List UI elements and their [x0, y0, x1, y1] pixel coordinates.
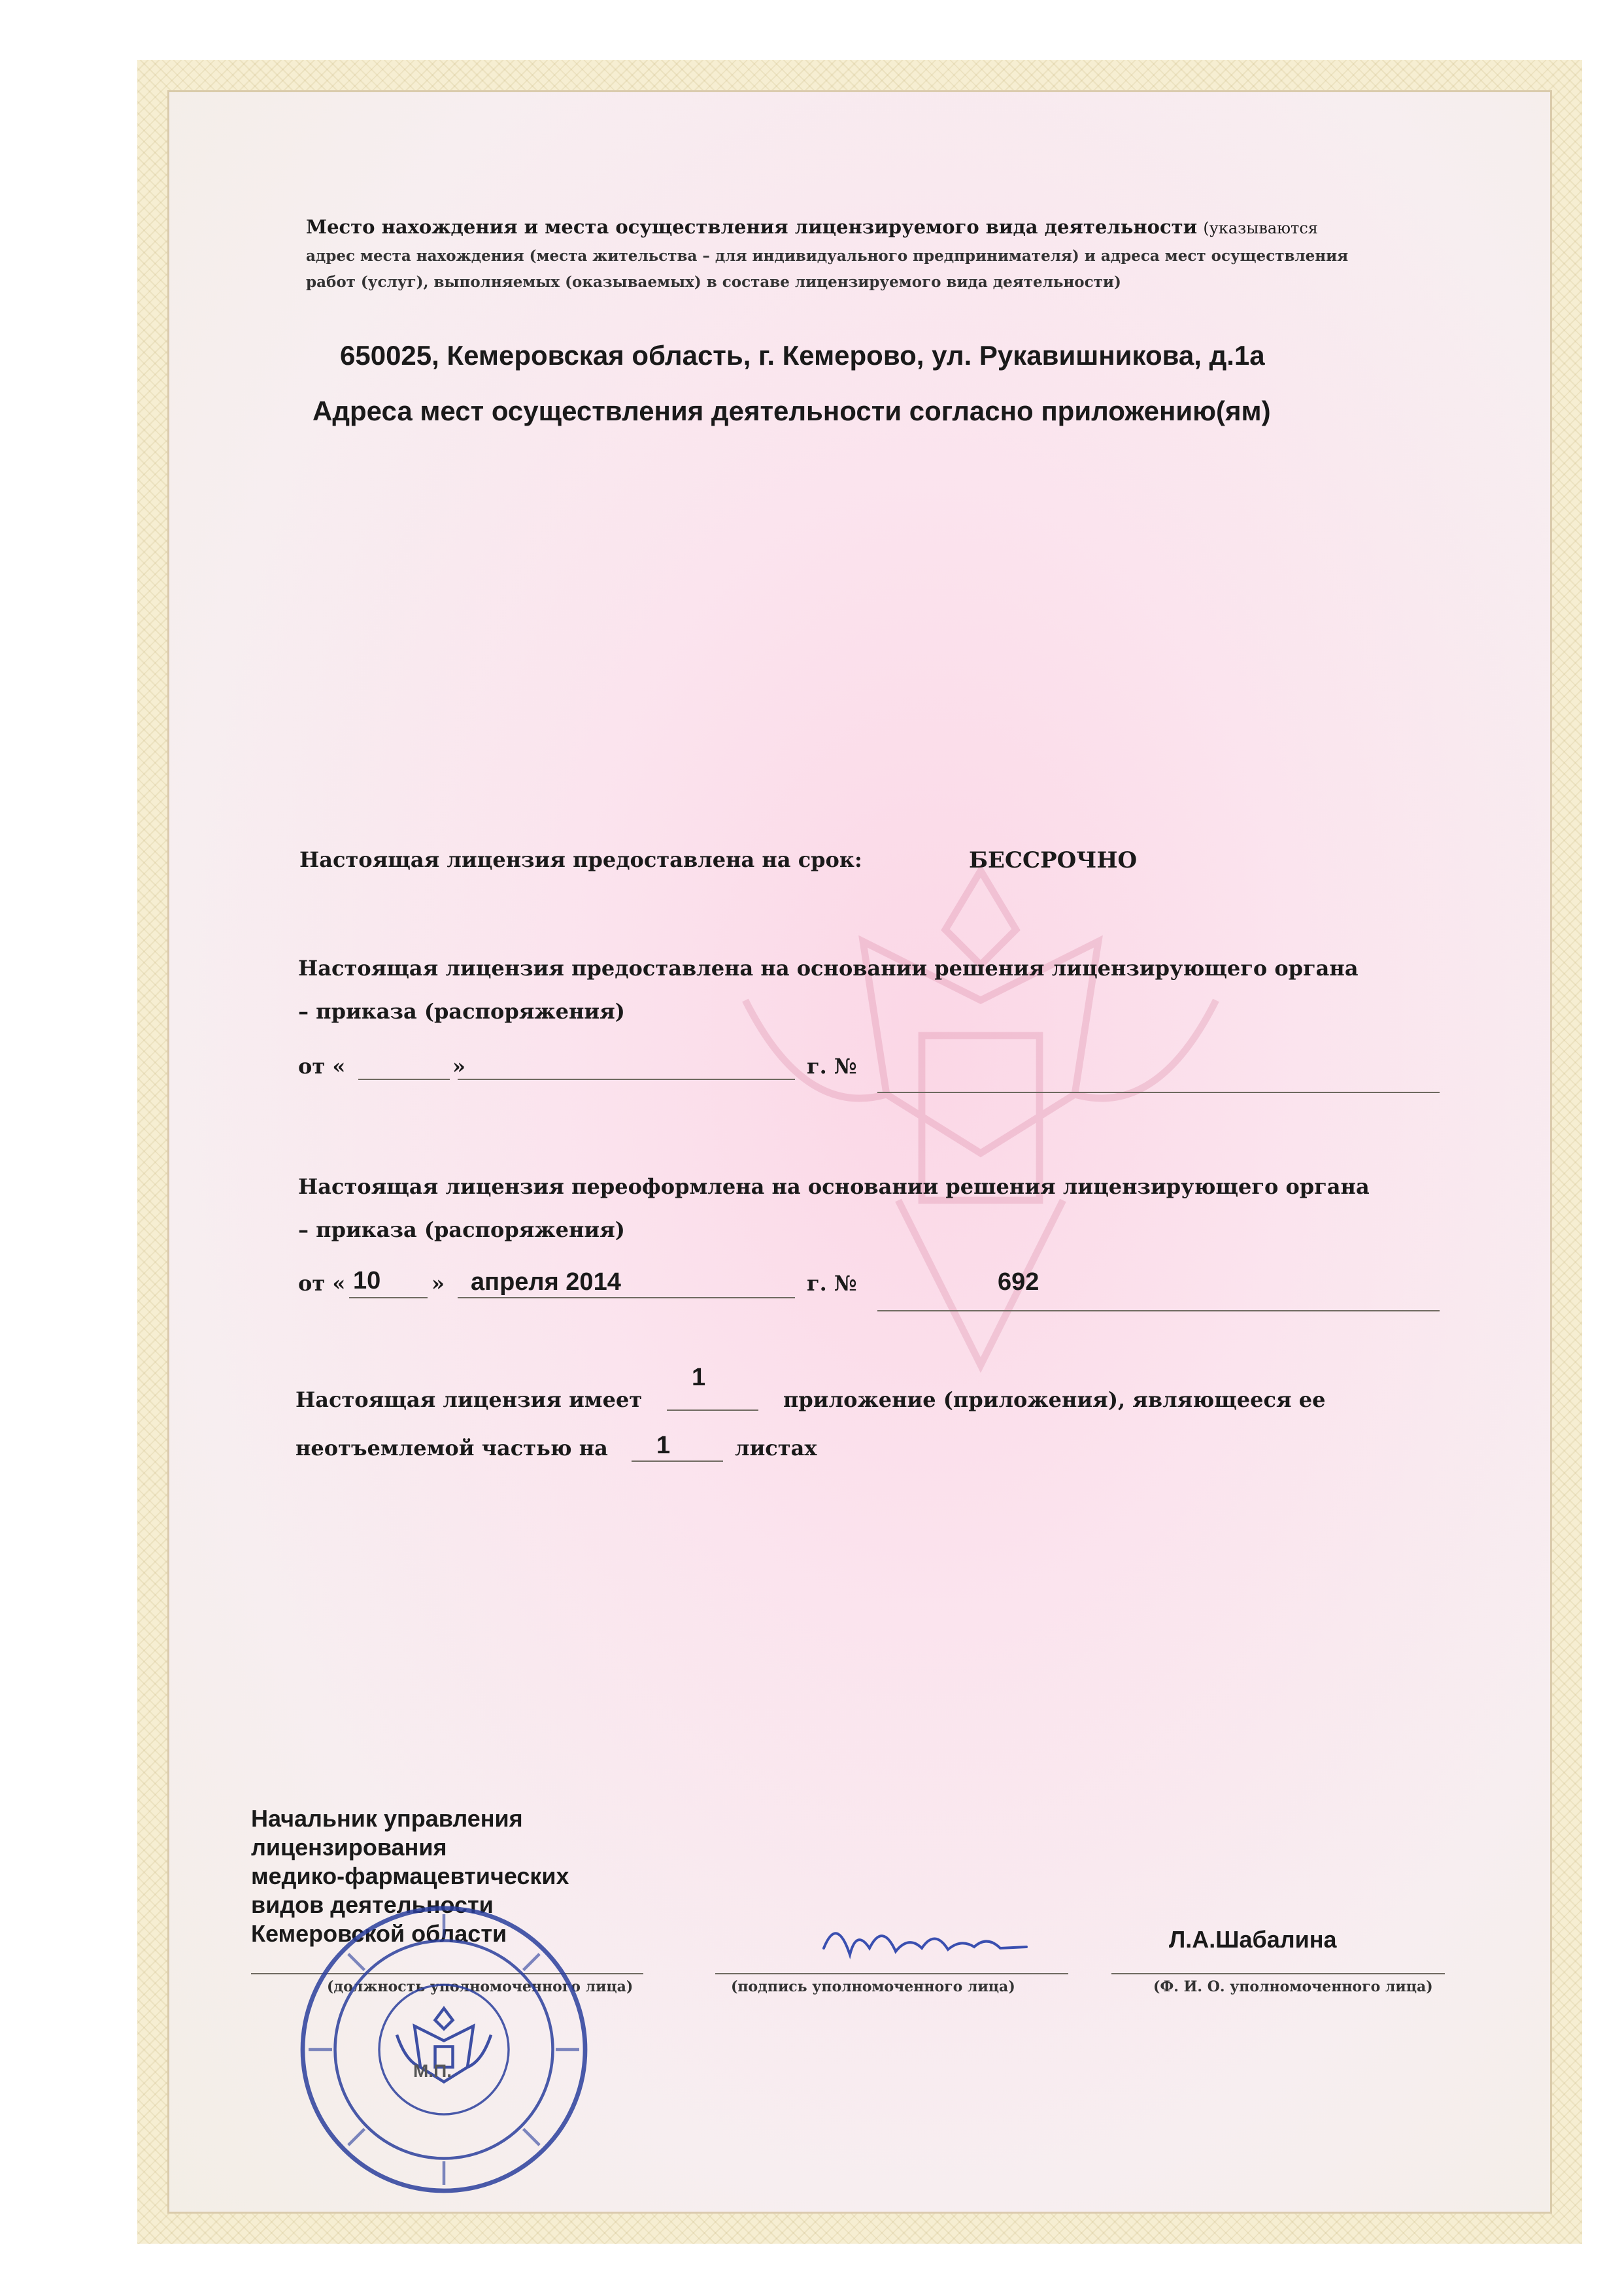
- coat-of-arms-watermark-icon: [686, 824, 1275, 1412]
- reissued-month-line: [458, 1297, 795, 1298]
- signatory-title-line: видов деятельности: [251, 1891, 494, 1918]
- name-caption: (Ф. И. О. уполномоченного лица): [1153, 1978, 1433, 1995]
- reissued-line-1: Настоящая лицензия переоформлена на основании решения лицензирующего органа: [298, 1174, 1370, 1199]
- position-caption: (должность уполномоченного лица): [327, 1978, 634, 1995]
- appendix-line-1-suffix: приложение (приложения), являющееся ее: [783, 1387, 1326, 1412]
- reissued-line-2: – приказа (распоряжения): [298, 1217, 625, 1242]
- reissued-date-prefix: от «: [298, 1271, 346, 1296]
- granted-number-line: [877, 1092, 1440, 1093]
- header-line-1: [306, 216, 1318, 238]
- reissued-number: 692: [998, 1268, 1039, 1296]
- term-value: БЕССРОЧНО: [969, 847, 1138, 873]
- signatory-title-line: медико-фармацевтических: [251, 1863, 569, 1889]
- handwritten-signature-icon: [811, 1909, 1046, 1987]
- header-line-2: адрес места нахождения (места жительства – для индивидуального предпринимателя) и адреса мест осуществления: [306, 247, 1349, 265]
- granted-date-suffix: »: [452, 1054, 465, 1079]
- activity-places: Адреса мест осуществления деятельности согласно приложению(ям): [313, 396, 1271, 426]
- granted-month-line: [458, 1079, 795, 1080]
- name-line: [1111, 1973, 1445, 1974]
- appendix-line-2-prefix: неотъемлемой частью на: [296, 1436, 608, 1460]
- reissued-day-line: [349, 1297, 428, 1298]
- reissued-number-label: г. №: [807, 1271, 857, 1296]
- granted-number-label: г. №: [807, 1054, 857, 1079]
- granted-line-2: – приказа (распоряжения): [298, 999, 625, 1024]
- appendix-line-1-prefix: Настоящая лицензия имеет: [296, 1387, 643, 1412]
- header-note-text: (указываются: [1203, 219, 1318, 237]
- signatory-name: Л.А.Шабалина: [1169, 1926, 1337, 1953]
- appendix-count-line: [667, 1410, 758, 1411]
- seal-mark: М.П.: [413, 2061, 452, 2081]
- granted-day-line: [358, 1079, 450, 1080]
- header-line-3: работ (услуг), выполняемых (оказываемых) в составе лицензируемого вида деятельности): [306, 273, 1121, 291]
- appendix-sheets-line: [632, 1460, 723, 1462]
- reissued-day: 10: [353, 1267, 381, 1294]
- granted-line-1: Настоящая лицензия предоставлена на основании решения лицензирующего органа: [298, 956, 1359, 981]
- reissued-date-suffix: »: [431, 1271, 445, 1296]
- signatory-title-line: Начальник управления: [251, 1805, 523, 1832]
- granted-date-prefix: от «: [298, 1054, 346, 1079]
- signature-caption: (подпись уполномоченного лица): [731, 1978, 1015, 1995]
- signatory-title-line: лицензирования: [251, 1834, 447, 1861]
- official-round-stamp-icon: [297, 1902, 591, 2197]
- header-bold-text: Место нахождения и места осуществления лицензируемого вида деятельности: [306, 216, 1198, 238]
- reissued-month-year: апреля 2014: [471, 1268, 621, 1296]
- appendix-count: 1: [692, 1364, 706, 1391]
- term-label: Настоящая лицензия предоставлена на срок:: [299, 847, 862, 872]
- main-address: 650025, Кемеровская область, г. Кемерово, ул. Рукавишникова, д.1а: [340, 340, 1265, 371]
- appendix-line-2-suffix: листах: [735, 1436, 817, 1460]
- signatory-title-line: Кемеровской области: [251, 1920, 507, 1947]
- appendix-sheets: 1: [656, 1432, 671, 1459]
- signature-line: [715, 1973, 1068, 1974]
- reissued-number-line: [877, 1310, 1440, 1311]
